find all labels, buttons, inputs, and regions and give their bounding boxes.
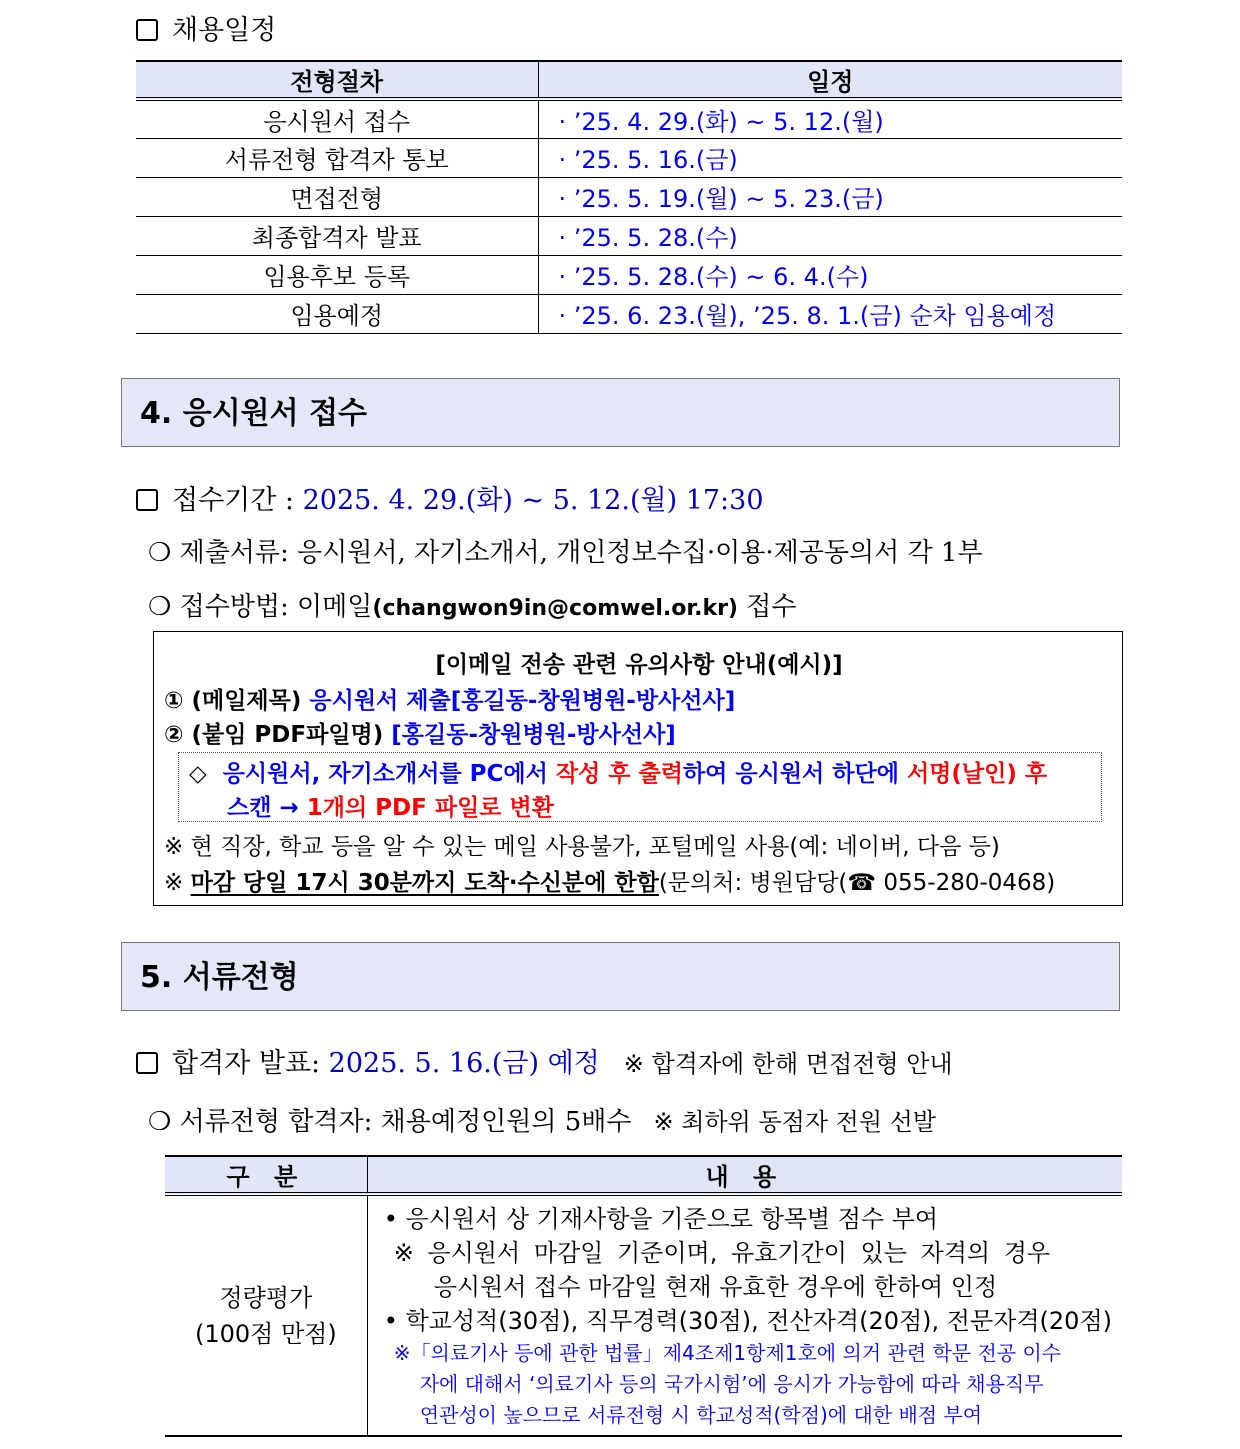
evaluation-table xyxy=(165,1155,1122,1437)
step-cell: 임용후보 등록 xyxy=(136,255,538,294)
section-5-header xyxy=(121,942,1120,1011)
notice-title: [이메일 전송 관련 유의사항 안내(예시)] xyxy=(435,652,843,678)
email-address: (changwon9in@comwel.or.kr) xyxy=(372,596,738,621)
col-category-header: 구 분 xyxy=(165,1156,367,1194)
period-line: 접수기간 : 2025. 4. 29.(화) ~ 5. 12.(월) 17:30 xyxy=(136,478,764,517)
step-cell: 최종합격자 발표 xyxy=(136,216,538,255)
table-row xyxy=(136,177,1122,216)
pass-line: ❍ 서류전형 합격자: 채용예정인원의 5배수 ※ 최하위 동점자 전원 선발 xyxy=(148,1107,936,1137)
date-cell: · ’25. 4. 29.(화) ~ 5. 12.(월) xyxy=(538,99,1122,138)
date-cell: · ’25. 5. 16.(금) xyxy=(538,138,1122,177)
content-cell: • 응시원서 상 기재사항을 기준으로 항목별 점수 부여 ※ 응시원서 마감일 기준이며, 유효기간이 있는 자격의 경우 응시원서 접수 마감일 현재 유효한 경우에 한하여 인정 • 학교성적(30점), 직무경력(30점), 전산자격(20점), 전문자격(20점) ※「의료기사 등에 관한 법률」제4조제1항제1호에 의거 관련 학문 전공 이수 자에 대해서 ‘의료기사 등의 국가시험’에 응시가 가능함에 따라 채용직무 연관성이 높으므로 서류전형 시 학교성적(학점)에 대한 배점 부여 xyxy=(367,1194,1122,1436)
date-cell: · ’25. 5. 19.(월) ~ 5. 23.(금) xyxy=(538,177,1122,216)
checkbox-bullet-icon xyxy=(136,1052,158,1074)
docs-line: ❍ 제출서류: 응시원서, 자기소개서, 개인정보수집·이용·제공동의서 각 1부 xyxy=(148,538,983,568)
table-row xyxy=(136,138,1122,177)
step-cell: 서류전형 합격자 통보 xyxy=(136,138,538,177)
notice-note-1: ※ 현 직장, 학교 등을 알 수 있는 메일 사용불가, 포털메일 사용(예: 네이버, 다음 등) xyxy=(164,834,1000,860)
table-row xyxy=(136,99,1122,138)
table-header-row xyxy=(136,61,1122,99)
method-line: ❍ 접수방법: 이메일(changwon9in@comwel.or.kr) 접수 xyxy=(148,592,797,622)
step-cell: 응시원서 접수 xyxy=(136,99,538,138)
schedule-table xyxy=(136,60,1122,334)
col-date-header: 일정 xyxy=(538,61,1122,99)
date-cell: · ’25. 6. 23.(월), ’25. 8. 1.(금) 순차 임용예정 xyxy=(538,294,1122,333)
table-row xyxy=(165,1194,1122,1436)
checkbox-bullet-icon xyxy=(136,19,158,41)
col-content-header: 내 용 xyxy=(367,1156,1122,1194)
checkbox-bullet-icon xyxy=(136,489,158,511)
notice-item-1: ① (메일제목) 응시원서 제출[홍길동-창원병원-방사선사] xyxy=(164,688,736,714)
date-cell: · ’25. 5. 28.(수) ~ 6. 4.(수) xyxy=(538,255,1122,294)
table-row xyxy=(136,294,1122,333)
category-cell: 정량평가 (100점 만점) xyxy=(165,1194,367,1436)
email-notice-box xyxy=(153,631,1123,906)
announce-line: 합격자 발표: 2025. 5. 16.(금) 예정 ※ 합격자에 한해 면접전형 안내 xyxy=(136,1041,953,1080)
step-cell: 임용예정 xyxy=(136,294,538,333)
section-4-title: 4. 응시원서 접수 xyxy=(140,396,368,431)
notice-item-2: ② (붙임 PDF파일명) [홍길동-창원병원-방사선사] xyxy=(164,722,676,748)
col-step-header: 전형절차 xyxy=(136,61,538,99)
section-5-title: 5. 서류전형 xyxy=(140,960,299,995)
period-value: 2025. 4. 29.(화) ~ 5. 12.(월) 17:30 xyxy=(302,485,764,516)
section-4-header xyxy=(121,378,1120,447)
table-row xyxy=(136,216,1122,255)
diamond-icon: ◇ xyxy=(189,761,207,787)
notice-tip-box: ◇ 응시원서, 자기소개서를 PC에서 작성 후 출력하여 응시원서 하단에 서명(날인) 후 스캔 → 1개의 PDF 파일로 변환 xyxy=(178,752,1102,822)
date-cell: · ’25. 5. 28.(수) xyxy=(538,216,1122,255)
table-row xyxy=(136,255,1122,294)
step-cell: 면접전형 xyxy=(136,177,538,216)
schedule-heading: 채용일정 xyxy=(136,8,276,47)
notice-note-2: ※ 마감 당일 17시 30분까지 도착·수신분에 한함(문의처: 병원담당(☎ 055-280-0468) xyxy=(164,870,1056,896)
table-header-row xyxy=(165,1156,1122,1194)
